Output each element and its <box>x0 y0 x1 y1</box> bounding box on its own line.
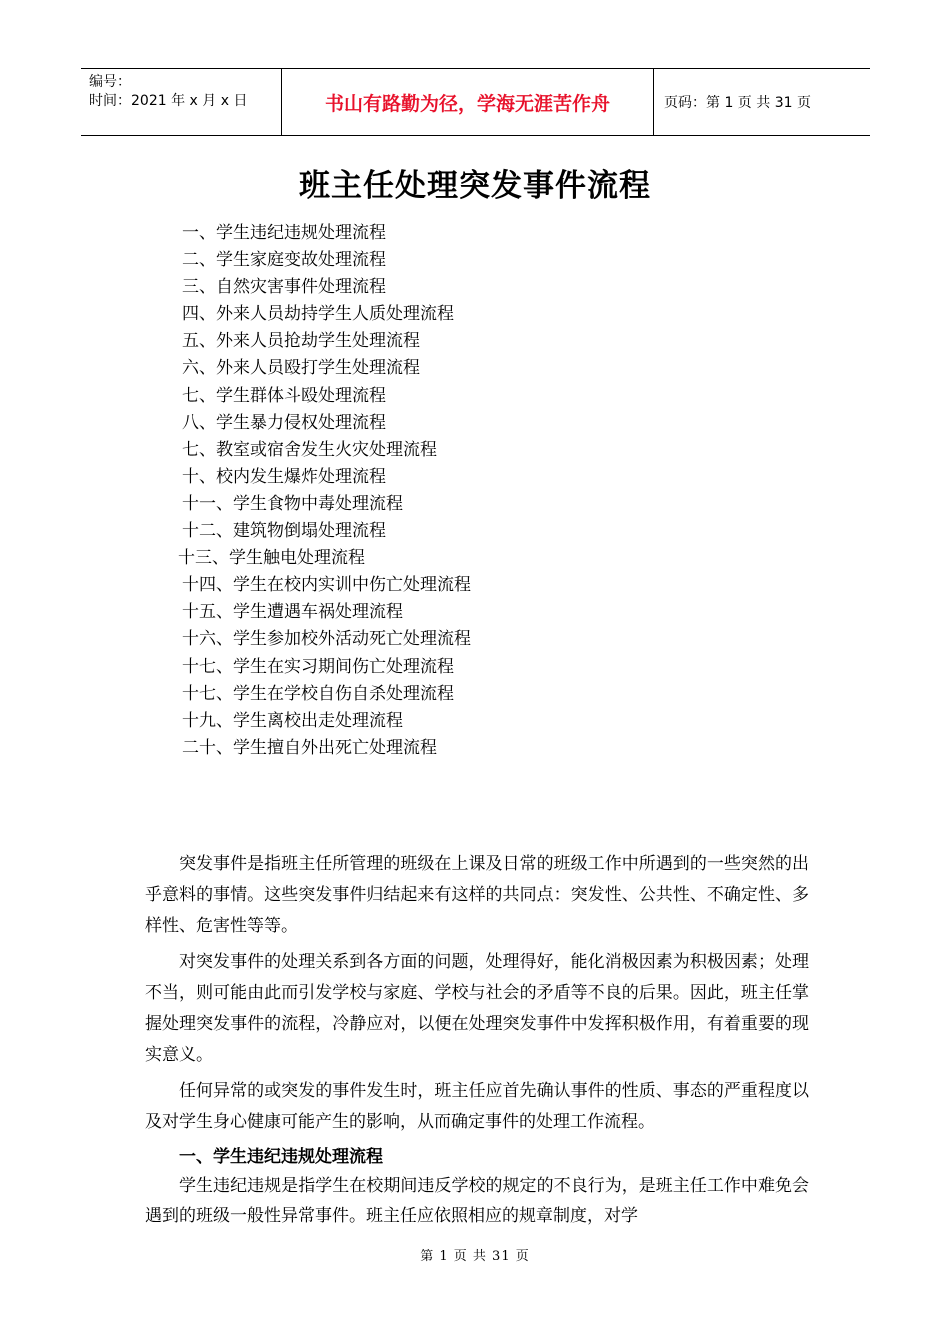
toc-item: 二十、学生擅自外出死亡处理流程 <box>182 737 437 758</box>
body-text <box>145 849 809 1231</box>
toc-item: 一、学生违纪违规处理流程 <box>182 223 386 243</box>
toc-item: 五、外来人员抢劫学生处理流程 <box>182 331 420 352</box>
paragraph-procedure: 任何异常的或突发的事件发生时，班主任应首先确认事件的性质、事态的严重程度以及对学生身心健康可能产生的影响，从而确定事件的处理工作流程。 <box>145 1081 809 1132</box>
table-of-contents <box>178 220 471 762</box>
toc-item: 十三、学生触电处理流程 <box>178 548 365 569</box>
section-heading: 一、学生违纪违规处理流程 <box>179 1147 383 1167</box>
toc-item: 十九、学生离校出走处理流程 <box>182 710 403 731</box>
toc-item: 七、学生群体斗殴处理流程 <box>182 385 386 406</box>
paragraph-section-intro: 学生违纪违规是指学生在校期间违反学校的规定的不良行为，是班主任工作中难免会遇到的班级一般性异常事件。班主任应依照相应的规章制度，对学 <box>145 1176 809 1226</box>
toc-item: 十一、学生食物中毒处理流程 <box>182 493 403 514</box>
header-meta-cell <box>81 69 282 135</box>
toc-item: 十、校内发生爆炸处理流程 <box>182 466 386 487</box>
toc-item: 十五、学生遭遇车祸处理流程 <box>182 602 403 623</box>
header-table <box>81 68 870 136</box>
document-number-label: 编号： <box>89 74 131 90</box>
toc-item: 十二、建筑物倒塌处理流程 <box>182 521 386 542</box>
paragraph-importance: 对突发事件的处理关系到各方面的问题，处理得好，能化消极因素为积极因素；处理不当，则可能由此而引发学校与家庭、学校与社会的矛盾等不良的后果。因此，班主任掌握处理突发事件的流程，冷静应对，以便在处理突发事件中发挥积极作用，有着重要的现实意义。 <box>145 952 809 1065</box>
toc-item: 四、外来人员劫持学生人质处理流程 <box>182 304 454 325</box>
toc-item: 十七、学生在实习期间伤亡处理流程 <box>182 656 454 677</box>
paragraph-definition: 突发事件是指班主任所管理的班级在上课及日常的班级工作中所遇到的一些突然的出乎意料的事情。这些突发事件归结起来有这样的共同点：突发性、公共性、不确定性、多样性、危害性等等。 <box>145 854 809 936</box>
toc-item: 三、自然灾害事件处理流程 <box>182 277 386 298</box>
toc-item: 七、教室或宿舍发生火灾处理流程 <box>182 439 437 460</box>
document-title: 班主任处理突发事件流程 <box>299 168 651 204</box>
toc-item: 六、外来人员殴打学生处理流程 <box>182 358 420 379</box>
toc-item: 二、学生家庭变故处理流程 <box>182 250 386 271</box>
toc-item: 十六、学生参加校外活动死亡处理流程 <box>182 629 471 650</box>
toc-item: 八、学生暴力侵权处理流程 <box>182 412 386 433</box>
header-slogan: 书山有路勤为径，学海无涯苦作舟 <box>282 69 654 135</box>
document-date: 时间：2021 年 x 月 x 日 <box>89 93 248 109</box>
toc-item: 十七、学生在学校自伤自杀处理流程 <box>182 683 454 704</box>
header-page-code: 页码：第 1 页 共 31 页 <box>664 95 811 111</box>
page-footer: 第 1 页 共 31 页 <box>420 1249 530 1264</box>
toc-item: 十四、学生在校内实训中伤亡处理流程 <box>182 575 471 596</box>
